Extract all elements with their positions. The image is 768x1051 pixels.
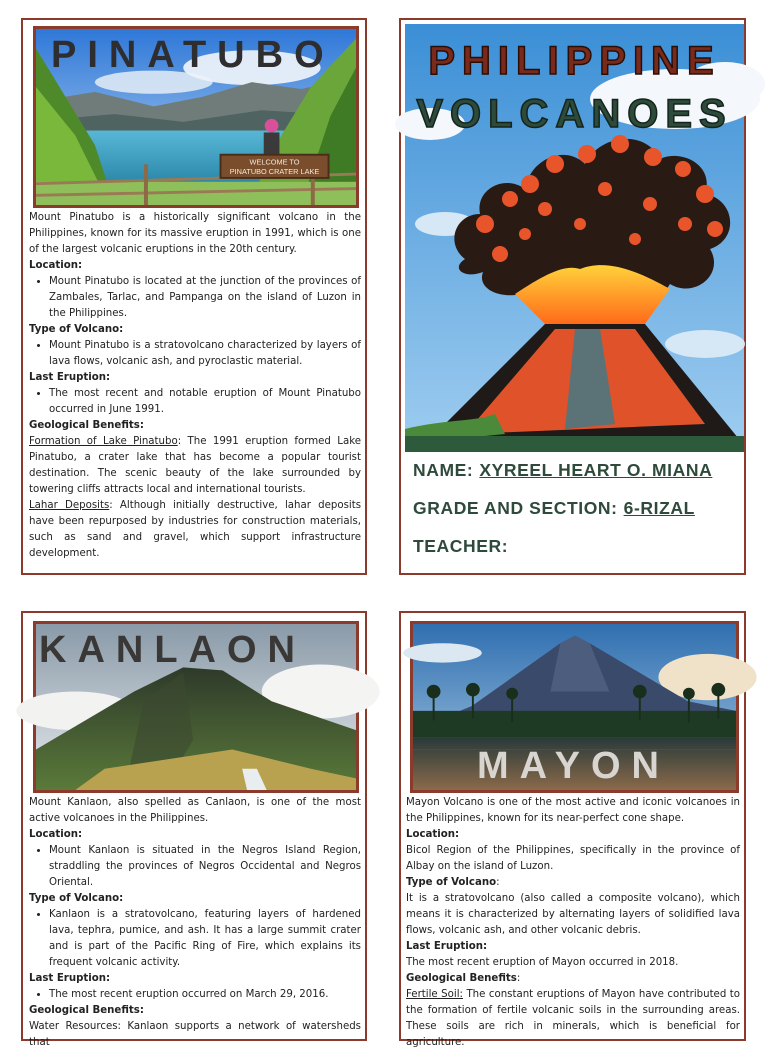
kanlaon-text	[29, 795, 361, 1051]
mayon-card	[399, 611, 746, 1048]
mayon-type-text: It is a stratovolcano (also called a composite volcano), which means it is characterized by alternating layers of solidified lava flows, volcanic ash, and other volcanic debris.	[406, 893, 740, 936]
grade-line	[413, 498, 695, 519]
pinatubo-eruption-heading: Last Eruption:	[29, 372, 111, 383]
name-label: NAME:	[413, 460, 474, 480]
benefit-text: : Although initially destructive, lahar deposits have been repurposed by industries for construction materials, such as sand and gravel, which support infrastructure development.	[29, 500, 362, 559]
pinatubo-text	[29, 210, 361, 562]
sign-line1: WELCOME TO	[249, 157, 300, 167]
teacher-label: TEACHER:	[413, 536, 509, 556]
cover-illustration	[405, 24, 744, 452]
pinatubo-benefit-2	[29, 498, 361, 562]
teacher-line	[413, 536, 508, 557]
grade-value: 6-RIZAL	[623, 498, 695, 518]
pinatubo-eruption-text: • The most recent and notable eruption of Mount Pinatubo occurred in June 1991.	[49, 386, 361, 418]
name-line	[413, 460, 712, 481]
pinatubo-type-text: • Mount Pinatubo is a stratovolcano characterized by layers of lava flows, volcanic ash, and pyroclastic material.	[49, 338, 361, 370]
kanlaon-eruption-text: • The most recent eruption occurred on March 29, 2016.	[49, 987, 361, 1003]
mayon-type-line: Type of Volcano:	[406, 877, 500, 888]
kanlaon-location-heading: Location:	[29, 829, 83, 840]
mayon-type-heading: Type of Volcano	[406, 877, 497, 888]
cover-card	[399, 18, 746, 575]
kanlaon-location-text: • Mount Kanlaon is situated in the Negros Island Region, straddling the provinces of Negros Occidental and Negros Oriental.	[49, 843, 361, 891]
sign-line2: PINATUBO CRATER LAKE	[229, 167, 320, 177]
mayon-location-heading: Location:	[406, 829, 460, 840]
kanlaon-card	[21, 611, 367, 1048]
cover-title-line1: PHILIPPINE	[428, 39, 721, 83]
pinatubo-benefits-heading: Geological Benefits:	[29, 420, 144, 431]
kanlaon-intro: Mount Kanlaon, also spelled as Canlaon, is one of the most active volcanoes in the Philippines.	[29, 797, 361, 824]
pinatubo-location-text: • Mount Pinatubo is located at the junction of the provinces of Zambales, Tarlac, and Pampanga on the island of Luzon in the Philippines.	[49, 274, 361, 322]
pinatubo-intro: Mount Pinatubo is a historically significant volcano in the Philippines, known for its massive eruption in 1991, which is one of the largest volcanic eruptions in the 20th century.	[29, 212, 361, 255]
mayon-intro: Mayon Volcano is one of the most active and iconic volcanoes in the Philippines, known for its near-perfect cone shape.	[406, 797, 740, 824]
mayon-benefit-1	[406, 987, 740, 1051]
pinatubo-type-heading: Type of Volcano:	[29, 324, 124, 335]
mayon-text	[406, 795, 740, 1051]
benefit-text: The constant eruptions of Mayon have contributed to the formation of fertile volcanic soils in the surrounding areas. These soils are rich in minerals, which is beneficial for agriculture.	[406, 989, 741, 1048]
kanlaon-type-text: • Kanlaon is a stratovolcano, featuring layers of hardened lava, tephra, pumice, and ash. It has a large summit crater and is part of the Pacific Ring of Fire, which explains its frequent volcanic activity.	[49, 907, 361, 971]
kanlaon-type-heading: Type of Volcano:	[29, 893, 124, 904]
pinatubo-location-heading: Location:	[29, 260, 83, 271]
kanlaon-benefits-heading: Geological Benefits:	[29, 1005, 144, 1016]
benefit-label: Formation of Lake Pinatubo	[29, 436, 178, 447]
pinatubo-card	[21, 18, 367, 575]
cover-title-line2: VOLCANOES	[416, 92, 733, 136]
mayon-benefits-heading: Geological Benefits	[406, 973, 517, 984]
mayon-location-text: Bicol Region of the Philippines, specifically in the province of Albay on the island of Luzon.	[406, 845, 740, 872]
mayon-eruption-heading: Last Eruption:	[406, 941, 488, 952]
mayon-title: MAYON	[477, 745, 670, 787]
benefit-label: Lahar Deposits	[29, 500, 110, 511]
kanlaon-benefits-text: Water Resources: Kanlaon supports a network of watersheds that	[29, 1021, 361, 1048]
kanlaon-title: KANLAON	[39, 629, 306, 671]
pinatubo-title: PINATUBO	[51, 34, 335, 76]
benefit-label: Fertile Soil:	[406, 989, 463, 1000]
grade-label: GRADE AND SECTION:	[413, 498, 618, 518]
mayon-eruption-text: The most recent eruption of Mayon occurred in 2018.	[406, 957, 679, 968]
benefit-text: : The 1991 eruption formed Lake Pinatubo, a crater lake that has become a popular tourist destination. The scenic beauty of the lake surrounded by towering cliffs attracts local and international tourists.	[29, 436, 361, 495]
pinatubo-benefit-1	[29, 434, 361, 498]
kanlaon-eruption-heading: Last Eruption:	[29, 973, 111, 984]
name-value: XYREEL HEART O. MIANA	[479, 460, 713, 480]
mayon-benefits-line: Geological Benefits:	[406, 973, 521, 984]
